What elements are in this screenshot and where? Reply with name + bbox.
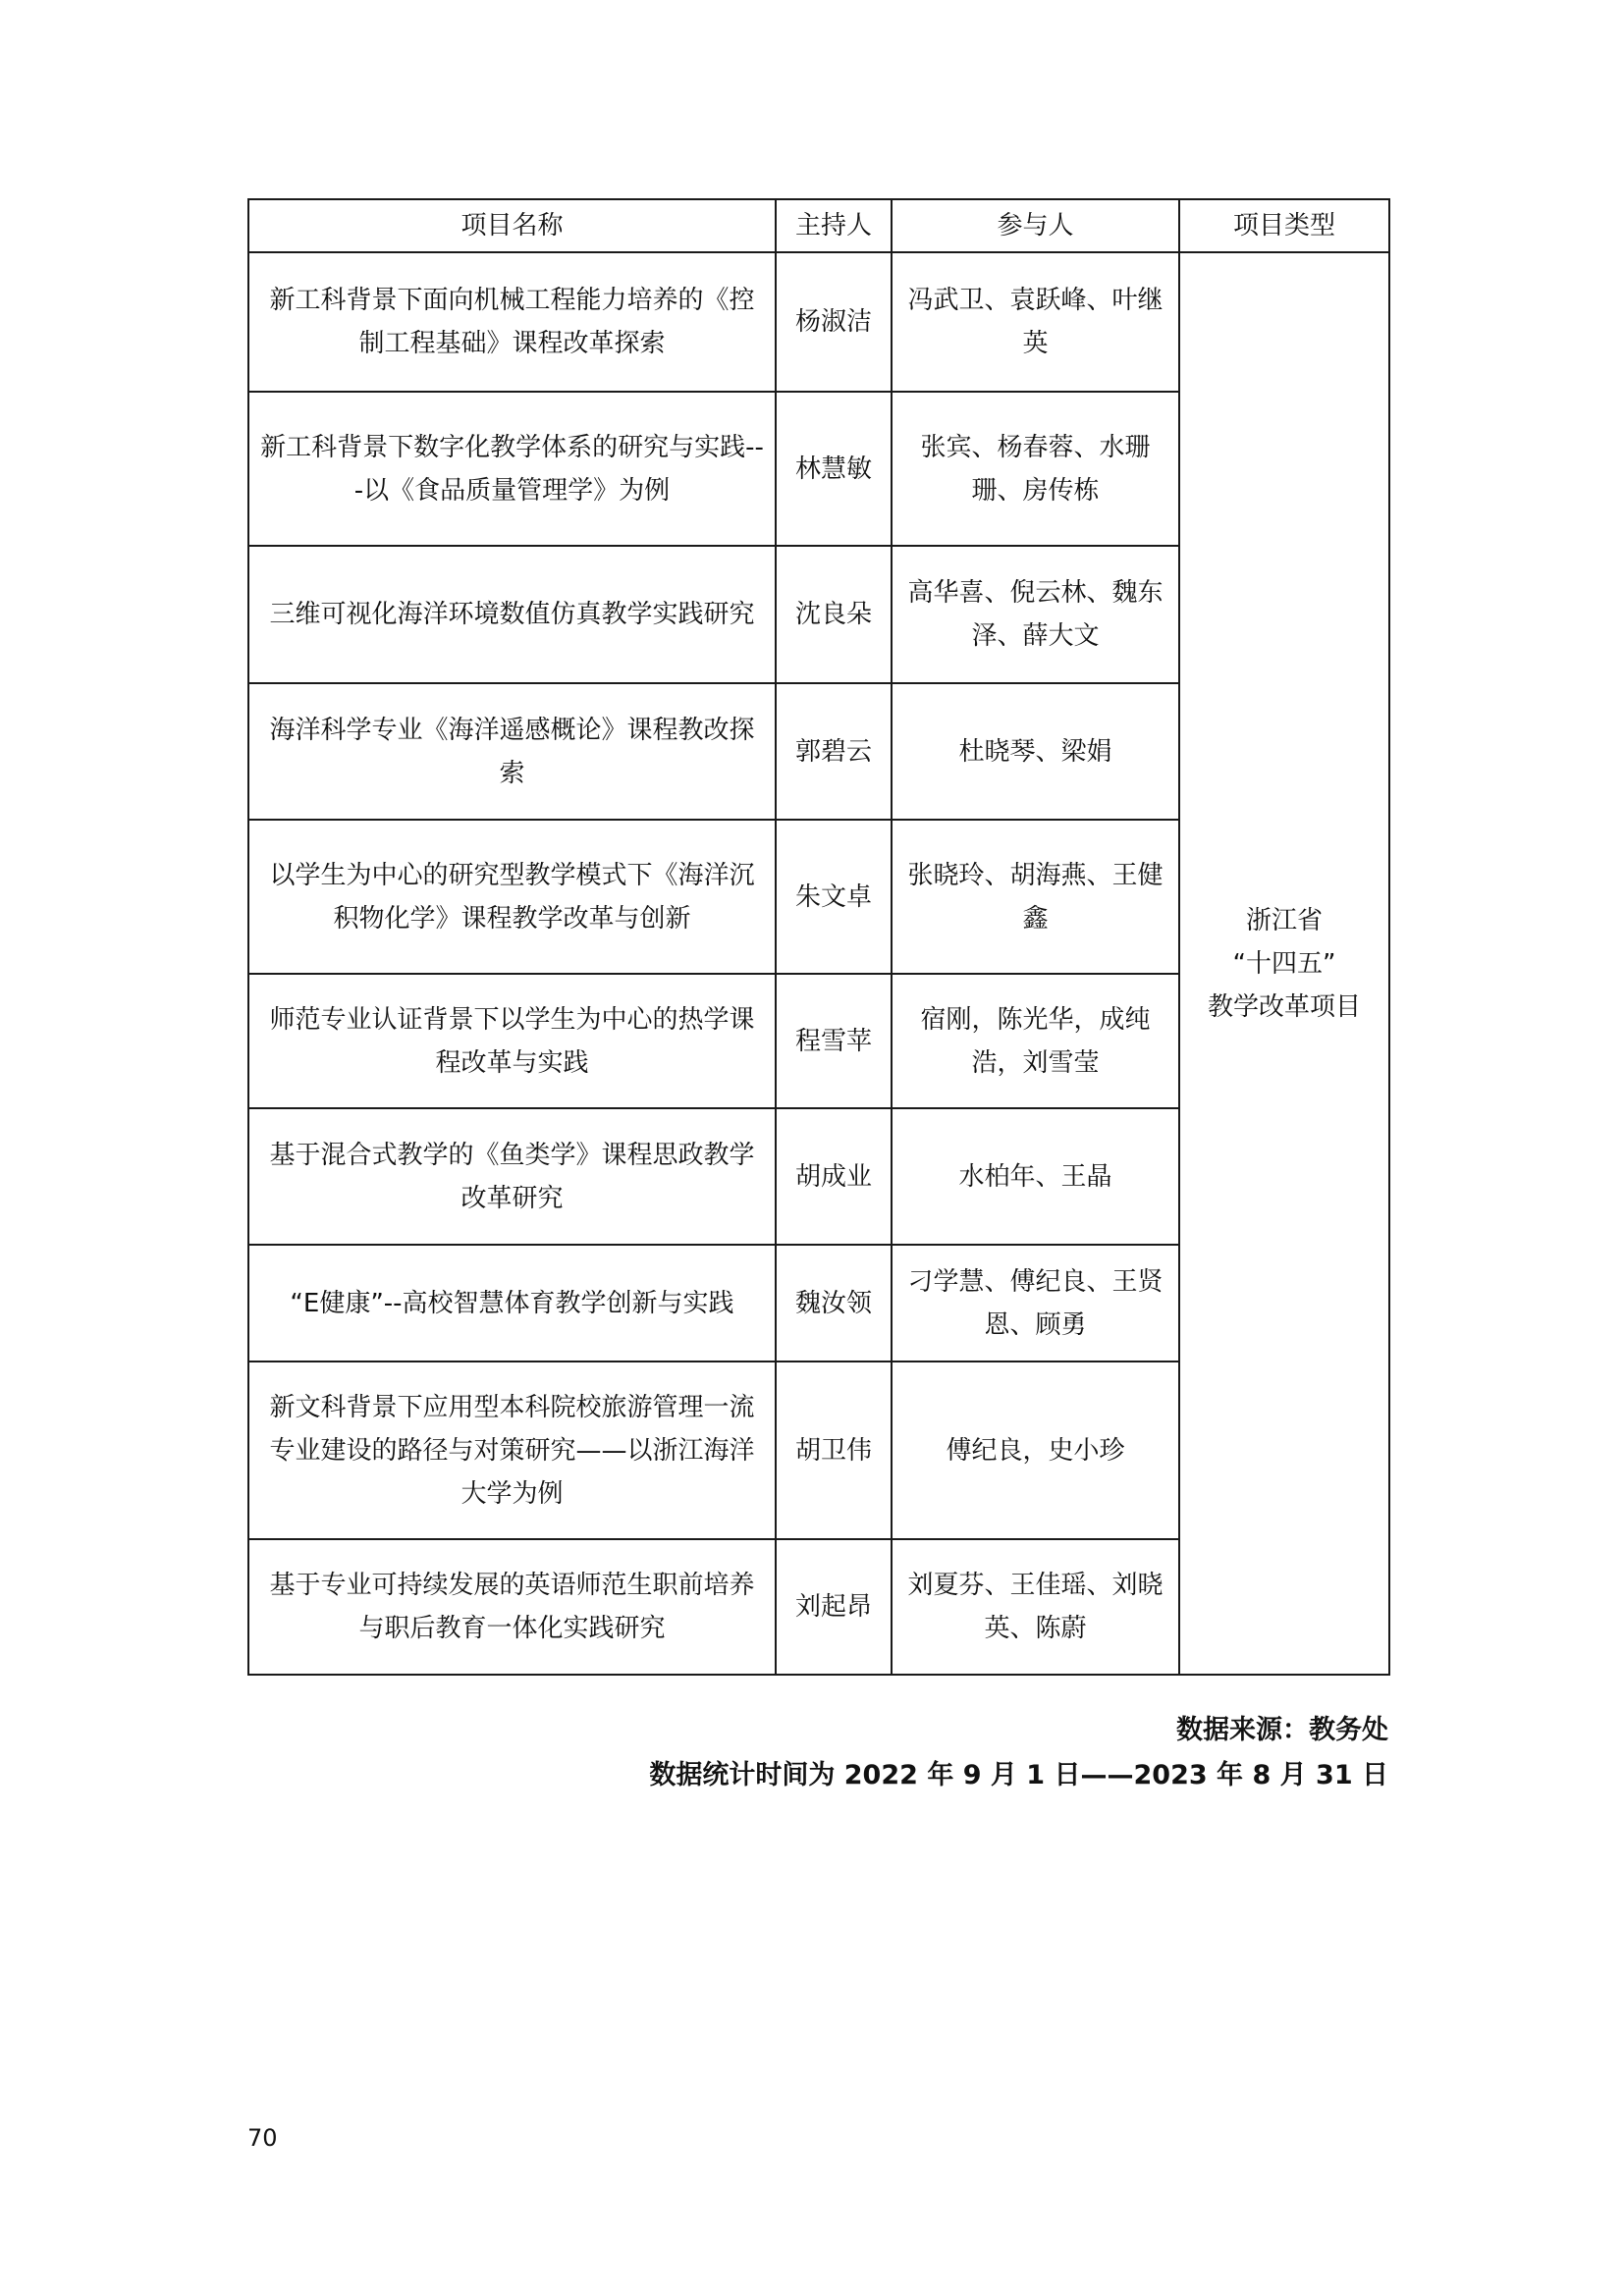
host-cell: 杨淑洁	[776, 252, 892, 392]
data-source-note: 数据来源：教务处	[1176, 1715, 1388, 1745]
table-header-row	[248, 199, 1389, 252]
members-cell: 傅纪良，史小珍	[892, 1362, 1179, 1539]
header-project-name: 项目名称	[248, 199, 776, 252]
members-cell: 张宾、杨春蓉、水珊珊、房传栋	[892, 392, 1179, 546]
data-period-note: 数据统计时间为 2022 年 9 月 1 日——2023 年 8 月 31 日	[649, 1760, 1388, 1790]
project-name-cell: “E健康”--高校智慧体育教学创新与实践	[248, 1245, 776, 1362]
project-table	[247, 198, 1390, 1676]
host-cell: 魏汝领	[776, 1245, 892, 1362]
members-cell: 宿刚，陈光华，成纯浩，刘雪莹	[892, 974, 1179, 1108]
project-name-cell: 新工科背景下面向机械工程能力培养的《控制工程基础》课程改革探索	[248, 252, 776, 392]
project-type-cell	[1179, 252, 1389, 1675]
project-name-cell: 师范专业认证背景下以学生为中心的热学课程改革与实践	[248, 974, 776, 1108]
members-cell: 杜晓琴、梁娟	[892, 683, 1179, 820]
host-cell: 沈良朵	[776, 546, 892, 683]
host-cell: 朱文卓	[776, 820, 892, 974]
host-cell: 林慧敏	[776, 392, 892, 546]
host-cell: 胡成业	[776, 1108, 892, 1245]
project-name-cell: 基于专业可持续发展的英语师范生职前培养与职后教育一体化实践研究	[248, 1539, 776, 1675]
members-cell: 高华喜、倪云林、魏东泽、薛大文	[892, 546, 1179, 683]
host-cell: 刘起昂	[776, 1539, 892, 1675]
header-project-type: 项目类型	[1179, 199, 1389, 252]
members-cell: 水柏年、王晶	[892, 1108, 1179, 1245]
members-cell: 刘夏芬、王佳瑶、刘晓英、陈蔚	[892, 1539, 1179, 1675]
page-number: 70	[247, 2124, 278, 2152]
project-name-cell: 海洋科学专业《海洋遥感概论》课程教改探索	[248, 683, 776, 820]
project-name-cell: 新文科背景下应用型本科院校旅游管理一流专业建设的路径与对策研究——以浙江海洋大学为例	[248, 1362, 776, 1539]
host-cell: 程雪苹	[776, 974, 892, 1108]
project-name-cell: 新工科背景下数字化教学体系的研究与实践---以《食品质量管理学》为例	[248, 392, 776, 546]
table-row	[248, 252, 1389, 392]
members-cell: 冯武卫、袁跃峰、叶继英	[892, 252, 1179, 392]
header-host: 主持人	[776, 199, 892, 252]
members-cell: 刁学慧、傅纪良、王贤恩、顾勇	[892, 1245, 1179, 1362]
header-members: 参与人	[892, 199, 1179, 252]
project-name-cell: 三维可视化海洋环境数值仿真教学实践研究	[248, 546, 776, 683]
project-name-cell: 基于混合式教学的《鱼类学》课程思政教学改革研究	[248, 1108, 776, 1245]
host-cell: 郭碧云	[776, 683, 892, 820]
type-line: “十四五”	[1232, 948, 1336, 979]
host-cell: 胡卫伟	[776, 1362, 892, 1539]
members-cell: 张晓玲、胡海燕、王健鑫	[892, 820, 1179, 974]
project-name-cell: 以学生为中心的研究型教学模式下《海洋沉积物化学》课程教学改革与创新	[248, 820, 776, 974]
type-line: 浙江省	[1245, 905, 1323, 935]
type-line: 教学改革项目	[1207, 991, 1361, 1022]
